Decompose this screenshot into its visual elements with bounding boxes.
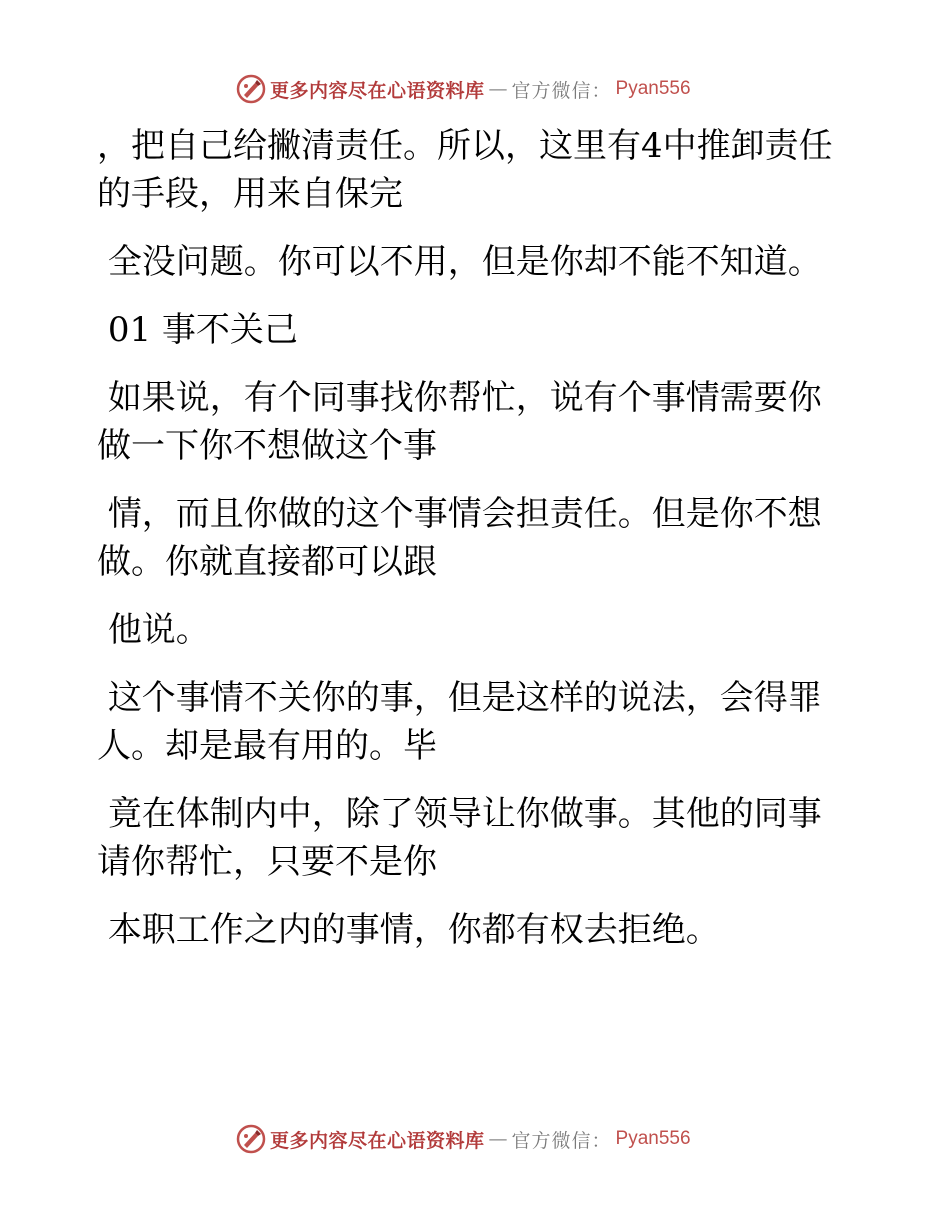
pen-logo-icon	[236, 74, 266, 104]
watermark-wechat-id: Pyan556	[615, 1128, 691, 1149]
watermark-sub-text: 官方微信：	[511, 1129, 612, 1152]
watermark-main-text: 更多内容尽在心语资料库	[270, 79, 485, 102]
paragraph-4: 情，而且你做的这个事情会担责任。但是你不想做。你就直接都可以跟	[97, 494, 822, 582]
paragraph-7: 竟在体制内中，除了领导让你做事。其他的同事请你帮忙，只要不是你	[97, 794, 822, 882]
paragraph-2: 全没问题。你可以不用，但是你却不能不知道。	[97, 242, 822, 282]
paragraph-1: ，把自己给撇清责任。所以，这里有4中推卸责任的手段，用来自保完	[97, 126, 833, 214]
paragraph-3: 如果说，有个同事找你帮忙，说有个事情需要你做一下你不想做这个事	[97, 378, 822, 466]
footer-watermark	[236, 1122, 691, 1156]
watermark-main-text: 更多内容尽在心语资料库	[270, 1129, 485, 1152]
watermark-wechat-id: Pyan556	[615, 78, 691, 99]
watermark-dash: —	[488, 78, 508, 100]
paragraph-8: 本职工作之内的事情，你都有权去拒绝。	[97, 910, 720, 950]
document-body	[97, 122, 837, 954]
header-watermark	[236, 72, 691, 106]
pen-logo-icon	[236, 1124, 266, 1154]
paragraph-6: 这个事情不关你的事，但是这样的说法，会得罪人。却是最有用的。毕	[97, 678, 822, 766]
watermark-dash: —	[488, 1128, 508, 1150]
section-heading: 01 事不关己	[97, 310, 298, 350]
paragraph-5: 他说。	[97, 610, 210, 650]
watermark-sub-text: 官方微信：	[511, 79, 612, 102]
